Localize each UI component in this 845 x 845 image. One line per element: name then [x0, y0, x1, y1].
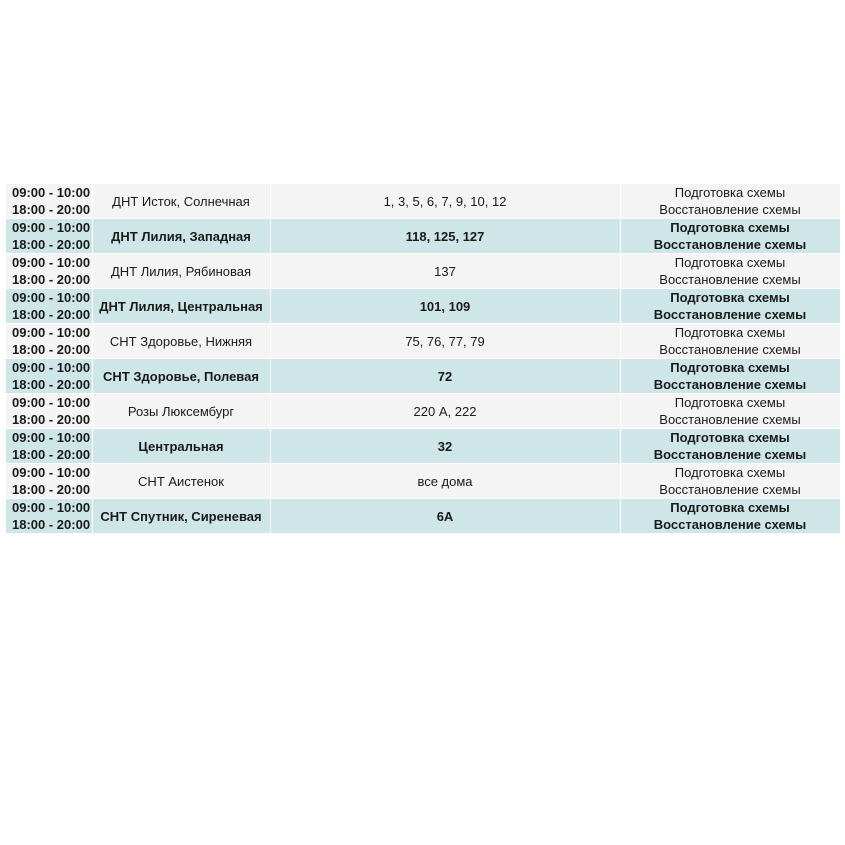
time-start: 09:00 - 10:00: [12, 220, 91, 235]
work-cell: [620, 289, 840, 324]
table-row: [6, 429, 840, 464]
work-prepare: Подготовка схемы: [674, 185, 786, 200]
work-prepare: Подготовка схемы: [674, 465, 786, 480]
work-prepare: Подготовка схемы: [670, 500, 790, 515]
time-end: 18:00 - 20:00: [12, 342, 91, 357]
houses-cell: 220 А, 222: [270, 394, 620, 429]
work-cell: [620, 359, 840, 394]
work-restore: Восстановление схемы: [659, 272, 801, 287]
table-row: [6, 289, 840, 324]
time-cell: [6, 219, 92, 254]
street-cell: СНТ Аистенок: [92, 464, 270, 499]
time-end: 18:00 - 20:00: [12, 202, 91, 217]
table-row: [6, 394, 840, 429]
street-cell: Центральная: [92, 429, 270, 464]
time-start: 09:00 - 10:00: [12, 395, 91, 410]
work-restore: Восстановление схемы: [659, 482, 801, 497]
table-row: [6, 499, 840, 534]
work-cell: [620, 429, 840, 464]
time-cell: [6, 394, 92, 429]
table-row: [6, 464, 840, 499]
work-cell: [620, 184, 840, 219]
time-end: 18:00 - 20:00: [12, 517, 91, 532]
time-end: 18:00 - 20:00: [12, 482, 91, 497]
time-end: 18:00 - 20:00: [12, 237, 91, 252]
work-prepare: Подготовка схемы: [674, 325, 786, 340]
time-start: 09:00 - 10:00: [12, 290, 91, 305]
work-cell: [620, 394, 840, 429]
houses-cell: 101, 109: [270, 289, 620, 324]
street-cell: СНТ Здоровье, Нижняя: [92, 324, 270, 359]
work-prepare: Подготовка схемы: [670, 360, 790, 375]
street-cell: ДНТ Лилия, Центральная: [92, 289, 270, 324]
time-cell: [6, 254, 92, 289]
time-end: 18:00 - 20:00: [12, 412, 91, 427]
time-cell: [6, 499, 92, 534]
work-cell: [620, 219, 840, 254]
street-cell: ДНТ Лилия, Рябиновая: [92, 254, 270, 289]
houses-cell: 6А: [270, 499, 620, 534]
time-cell: [6, 359, 92, 394]
work-restore: Восстановление схемы: [653, 237, 807, 252]
outage-schedule-table: [6, 184, 841, 534]
street-cell: ДНТ Исток, Солнечная: [92, 184, 270, 219]
time-end: 18:00 - 20:00: [12, 272, 91, 287]
work-cell: [620, 254, 840, 289]
table-row: [6, 219, 840, 254]
time-end: 18:00 - 20:00: [12, 307, 91, 322]
time-start: 09:00 - 10:00: [12, 325, 91, 340]
time-start: 09:00 - 10:00: [12, 500, 91, 515]
houses-cell: 1, 3, 5, 6, 7, 9, 10, 12: [270, 184, 620, 219]
work-cell: [620, 464, 840, 499]
table-row: [6, 254, 840, 289]
time-end: 18:00 - 20:00: [12, 447, 91, 462]
work-restore: Восстановление схемы: [659, 202, 801, 217]
time-end: 18:00 - 20:00: [12, 377, 91, 392]
time-cell: [6, 289, 92, 324]
street-cell: СНТ Здоровье, Полевая: [92, 359, 270, 394]
houses-cell: 32: [270, 429, 620, 464]
work-prepare: Подготовка схемы: [674, 395, 786, 410]
houses-cell: 118, 125, 127: [270, 219, 620, 254]
time-start: 09:00 - 10:00: [12, 185, 91, 200]
table-row: [6, 324, 840, 359]
houses-cell: 137: [270, 254, 620, 289]
work-restore: Восстановление схемы: [653, 377, 807, 392]
work-cell: [620, 324, 840, 359]
work-restore: Восстановление схемы: [653, 307, 807, 322]
work-restore: Восстановление схемы: [659, 412, 801, 427]
table-row: [6, 184, 840, 219]
time-cell: [6, 184, 92, 219]
work-restore: Восстановление схемы: [653, 447, 807, 462]
houses-cell: все дома: [270, 464, 620, 499]
table-row: [6, 359, 840, 394]
work-prepare: Подготовка схемы: [674, 255, 786, 270]
work-prepare: Подготовка схемы: [670, 290, 790, 305]
time-start: 09:00 - 10:00: [12, 465, 91, 480]
street-cell: Розы Люксембург: [92, 394, 270, 429]
time-start: 09:00 - 10:00: [12, 360, 91, 375]
street-cell: СНТ Спутник, Сиреневая: [92, 499, 270, 534]
time-cell: [6, 464, 92, 499]
houses-cell: 75, 76, 77, 79: [270, 324, 620, 359]
work-prepare: Подготовка схемы: [670, 220, 790, 235]
time-start: 09:00 - 10:00: [12, 255, 91, 270]
time-start: 09:00 - 10:00: [12, 430, 91, 445]
houses-cell: 72: [270, 359, 620, 394]
work-prepare: Подготовка схемы: [670, 430, 790, 445]
work-restore: Восстановление схемы: [653, 517, 807, 532]
work-restore: Восстановление схемы: [659, 342, 801, 357]
street-cell: ДНТ Лилия, Западная: [92, 219, 270, 254]
time-cell: [6, 429, 92, 464]
time-cell: [6, 324, 92, 359]
work-cell: [620, 499, 840, 534]
